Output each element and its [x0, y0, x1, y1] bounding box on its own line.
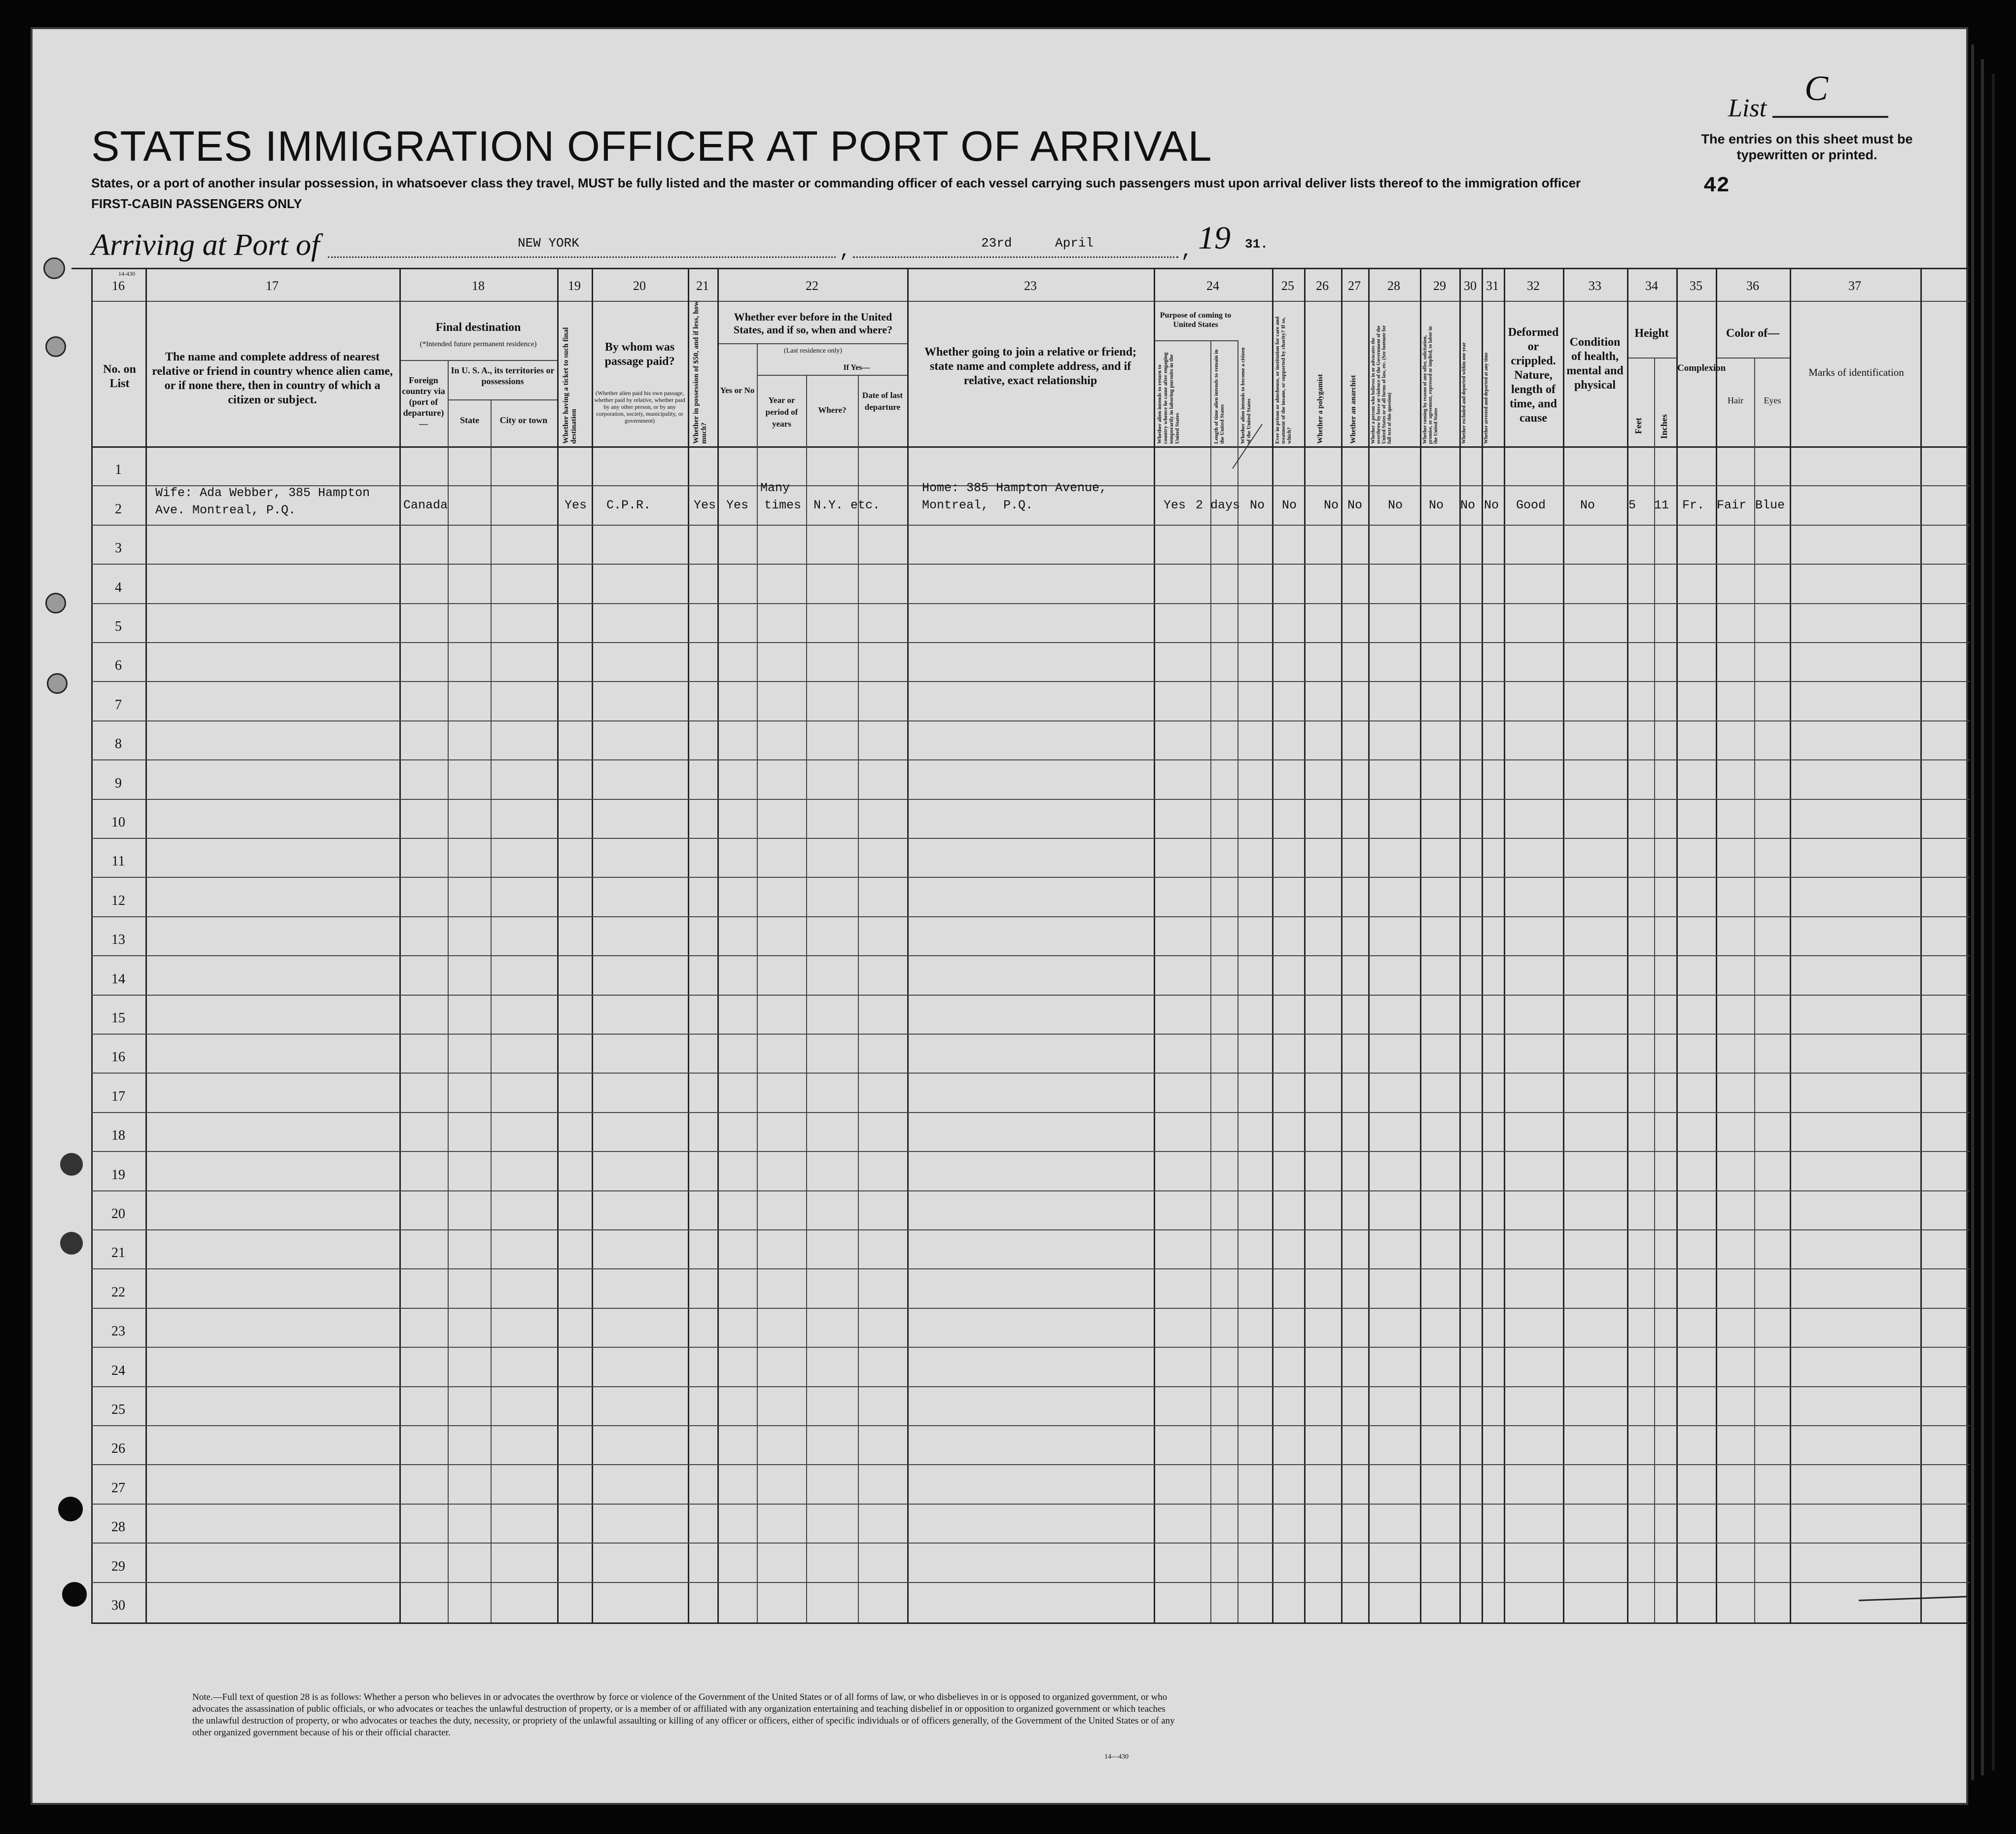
header-ticket: Whether having a ticket to such final destination [562, 327, 578, 444]
column-number: 32 [1527, 279, 1540, 293]
row-rule [91, 1034, 1970, 1035]
row-number: 13 [111, 932, 125, 948]
table-bottom-border [91, 1622, 1970, 1624]
header-feet: Feet [1633, 418, 1643, 434]
entry-relative-line2: Ave. Montreal, P.Q. [155, 503, 296, 517]
row-number: 6 [115, 658, 122, 674]
row-number: 18 [111, 1128, 125, 1144]
entry-deformed: No [1580, 498, 1595, 512]
row-rule [91, 916, 1970, 917]
form-number: 14—430 [1104, 1753, 1129, 1761]
header-state: State [460, 415, 479, 425]
entry-join-line1: Home: 385 Hampton Avenue, [922, 481, 1107, 495]
row-rule [91, 1582, 1970, 1583]
row-number: 10 [111, 815, 125, 830]
row-number: 25 [111, 1402, 125, 1417]
col-rule [717, 268, 719, 1622]
column-number: 30 [1464, 279, 1477, 293]
table-top-border [71, 268, 1970, 269]
row-number: 12 [111, 893, 125, 908]
col-rule [1754, 358, 1755, 1622]
header-bottom-border [91, 446, 1970, 448]
header-passage-note: (Whether alien paid his own passage, whether paid by relative, whether paid by any other person, or by any corporation, society, municipality, or government) [594, 390, 685, 424]
header-where: Where? [818, 405, 847, 415]
row-rule [91, 955, 1970, 956]
header-polygamist: Whether a polygamist [1316, 374, 1324, 444]
row-number: 24 [111, 1363, 125, 1378]
sheet-edge [1981, 59, 1984, 1775]
column-number: 18 [472, 279, 485, 293]
header-join-relative: Whether going to join a relative or friend; state name and complete address, and if relative, exact relationship [924, 346, 1136, 387]
header-in-usa: In U. S. A., its territories or possessions [451, 365, 555, 386]
binding-hole [62, 1582, 87, 1607]
row-number: 3 [115, 540, 122, 556]
list-underline [1772, 116, 1888, 118]
row-number: 26 [111, 1441, 125, 1457]
pen-stroke [1228, 419, 1267, 473]
row-rule [91, 1464, 1970, 1465]
entry-period-line1: Many [760, 481, 790, 495]
header-labor-offer: Whether coming by reason of any offer, solicitation, promise, or agreement, expressed or implied, to labor in the United States [1422, 326, 1439, 444]
entry-foreign-country: Canada [403, 498, 448, 512]
header-if-yes: If Yes— [843, 363, 870, 372]
c24-sub-divider [1154, 340, 1238, 341]
row-number: 15 [111, 1010, 125, 1026]
col-rule [1676, 268, 1678, 1622]
col-rule [1482, 268, 1483, 1622]
binding-hole [58, 1497, 83, 1521]
row-rule [91, 799, 1970, 800]
entry-period-line2: times [764, 498, 802, 512]
entry-return: Yes [1164, 498, 1186, 512]
header-excluded: Whether excluded and deported within one year [1461, 342, 1467, 444]
header-citizen-intent: Whether alien intends to become a citizen of the United States [1240, 347, 1252, 444]
arriving-label: Arriving at Port of [91, 228, 320, 262]
col-rule [806, 375, 807, 1622]
column-number: 21 [696, 279, 709, 293]
row-rule [91, 1347, 1970, 1348]
row-rule [91, 603, 1970, 604]
row-rule [91, 1112, 1970, 1113]
row-rule [91, 1543, 1970, 1544]
c22-sub-divider [757, 375, 907, 376]
binding-hole [43, 257, 65, 279]
column-number-divider [91, 301, 1970, 302]
column-number: 17 [266, 279, 279, 293]
footnote-question-28: Note.—Full text of question 28 is as follows: Whether a person who believes in or advocates the overthrow by force or violence of the Government of the United States or of all forms of law, or who disbelieves in or is opposed to organized government, or who advocates the assassination of public officials, or who advocates or teaches the unlawful destruction of property, or is a member of or affiliated with any organization entertaining and teaching disbelief in or opposition to organized government or which teaches the unlawful destruction of property, or who advocates or teaches the duty, necessity, or propriety of the unlawful assaulting or killing of any officer or officers, either of specific individuals or of officers generally, of the Government of the United States or of any other organized government because of his or their official character. [192, 1692, 1175, 1738]
header-ever-before: Whether ever before in the United States, and if so, when and where? [733, 311, 893, 336]
form-instructions: States, or a port of another insular possession, in whatsoever class they travel, MUST be fully listed and the master or commanding officer of each vessel carrying such passengers must upon arrival deliver lists thereof to the immigration officer [91, 176, 1581, 190]
header-deformed: Deformed or crippled. Nature, length of time, and cause [1508, 326, 1559, 425]
header-fifty-dollars: Whether in possession of $50, and if less, how much? [692, 301, 708, 444]
binding-hole [60, 1232, 83, 1255]
header-passage-paid: By whom was passage paid? [604, 341, 675, 368]
row-rule [91, 1151, 1970, 1152]
header-height: Height [1634, 327, 1669, 340]
row-rule [91, 1190, 1970, 1191]
row-rule [91, 1268, 1970, 1269]
col-rule [557, 268, 559, 1622]
c18-sub-divider [399, 360, 557, 361]
row-number: 5 [115, 619, 122, 634]
header-overthrow: Whether a person who believes in or advocates the overthrow by force or violence of the Government of the United States or of all forms of law, etc. (See footnote for full text of this question) [1371, 325, 1392, 444]
column-number: 33 [1589, 279, 1601, 293]
col-rule [1272, 268, 1273, 1622]
entry-relative-line1: Wife: Ada Webber, 385 Hampton [155, 486, 370, 500]
header-arrested: Whether arrested and deported at any time [1484, 352, 1489, 444]
row-number: 7 [115, 697, 122, 713]
row-number: 23 [111, 1324, 125, 1339]
comma-mark: , [1181, 241, 1193, 263]
col-rule [1504, 268, 1505, 1622]
row-number: 27 [111, 1480, 125, 1496]
header-eyes: Eyes [1764, 396, 1781, 405]
col-rule [1341, 268, 1343, 1622]
column-number: 22 [806, 279, 818, 293]
arrival-century: 19 [1198, 220, 1231, 256]
column-number: 34 [1645, 279, 1658, 293]
row-number: 19 [111, 1167, 125, 1183]
col-rule [1654, 358, 1655, 1622]
col-rule [91, 268, 93, 1622]
header-complexion: Complexion [1677, 363, 1726, 373]
c18-sub-divider [448, 399, 557, 400]
col-rule [757, 343, 758, 1622]
header-foreign-country: Foreign country via (port of departure)— [402, 375, 445, 429]
column-number: 28 [1387, 279, 1400, 293]
sheet-edge [1992, 74, 1995, 1770]
col-rule [1563, 268, 1564, 1622]
entry-length: 2 days [1196, 498, 1240, 512]
header-hair: Hair [1728, 396, 1743, 405]
entry-where: N.Y. etc. [813, 498, 881, 512]
sheet-edge [1971, 44, 1974, 1780]
row-number: 4 [115, 579, 122, 595]
row-number: 1 [115, 462, 122, 478]
col-rule [1368, 268, 1370, 1622]
row-rule [91, 995, 1970, 996]
entry-q28: No [1388, 498, 1403, 512]
row-number: 30 [111, 1598, 125, 1613]
entry-ticket: Yes [565, 498, 587, 512]
arrival-month: April [1055, 236, 1094, 251]
row-rule [91, 1229, 1970, 1230]
col-rule [907, 268, 909, 1622]
col-rule [1920, 268, 1922, 1622]
header-nearest-relative: The name and complete address of nearest relative or friend in country whence alien came, or if none there, then in country of which a citizen or subject. [152, 351, 393, 406]
row-rule [91, 681, 1970, 682]
column-number: 24 [1206, 279, 1219, 293]
column-number: 31 [1486, 279, 1499, 293]
entry-complexion: Fr. [1682, 498, 1705, 512]
header-no-on-list: No. on List [103, 363, 136, 390]
header-city: City or town [499, 415, 548, 425]
row-number: 20 [111, 1206, 125, 1222]
row-number: 17 [111, 1088, 125, 1104]
row-rule [91, 720, 1970, 721]
column-number: 19 [568, 279, 581, 293]
header-destination-note: (*Intended future permanent residence) [420, 340, 537, 348]
date-underline [853, 256, 1178, 258]
column-number: 25 [1281, 279, 1294, 293]
c34-sub-divider [1627, 358, 1676, 359]
row-number: 28 [111, 1519, 125, 1535]
col-rule [1210, 340, 1211, 1622]
col-rule [1420, 268, 1421, 1622]
form-title: STATES IMMIGRATION OFFICER AT PORT OF ARRIVAL [91, 123, 1212, 170]
arrival-port: NEW YORK [518, 236, 579, 251]
entry-anarchist: No [1347, 498, 1363, 512]
header-purpose: Purpose of coming to United States [1160, 311, 1232, 329]
comma-mark: , [839, 241, 851, 263]
list-label: List [1728, 94, 1767, 122]
entry-fifty-dollars: Yes [694, 498, 716, 512]
col-rule [448, 360, 449, 1622]
col-rule [1716, 268, 1717, 1622]
col-rule [1154, 268, 1155, 1622]
column-number: 20 [633, 279, 646, 293]
column-number: 36 [1746, 279, 1759, 293]
row-rule [91, 564, 1970, 565]
c22-sub-divider [717, 343, 907, 344]
column-number: 27 [1348, 279, 1361, 293]
header-date-departure: Date of last departure [862, 391, 903, 412]
binding-hole [60, 1153, 83, 1176]
col-rule [1627, 268, 1628, 1622]
row-rule [91, 1504, 1970, 1505]
header-final-destination: Final destination [435, 321, 521, 334]
entry-prison: No [1282, 498, 1297, 512]
col-rule [491, 399, 492, 1622]
column-number: 23 [1024, 279, 1037, 293]
header-last-residence: (Last residence only) [783, 347, 843, 355]
column-number: 26 [1316, 279, 1329, 293]
header-yes-or-no: Yes or No [720, 386, 755, 395]
row-rule [91, 1386, 1970, 1387]
col-rule [688, 268, 689, 1622]
col-rule [145, 268, 147, 1622]
header-return-intent: Whether alien intends to return to country whence he came after engaging temporarily in laboring pursuits in the United States [1157, 352, 1180, 444]
column-number: 37 [1848, 279, 1861, 293]
binding-hole [45, 336, 66, 357]
binding-hole [45, 593, 66, 613]
entry-feet: 5 [1628, 498, 1636, 512]
entry-join-line2: Montreal, P.Q. [922, 498, 1033, 512]
arrival-year: 31. [1245, 237, 1268, 252]
row-number: 22 [111, 1284, 125, 1300]
col-rule [399, 268, 401, 1622]
entry-before-us: Yes [726, 498, 749, 512]
entry-passage-paid: C.P.R. [606, 498, 651, 512]
col-rule [1304, 268, 1306, 1622]
list-value: C [1804, 69, 1829, 108]
cabin-class: FIRST-CABIN PASSENGERS ONLY [91, 196, 302, 211]
row-number: 16 [111, 1049, 125, 1065]
entry-inches: 11 [1654, 498, 1669, 512]
row-rule [91, 877, 1970, 878]
entry-eyes: Blue [1755, 498, 1785, 512]
entry-arrested: No [1484, 498, 1499, 512]
header-length-stay: Length of time alien intends to remain in the United States [1213, 349, 1225, 444]
header-health: Condition of health, mental and physical [1566, 336, 1624, 392]
entry-polygamist: No [1324, 498, 1339, 512]
entry-health: Good [1516, 498, 1546, 512]
header-color-of: Color of— [1726, 327, 1780, 340]
header-anarchist: Whether an anarchist [1349, 375, 1357, 444]
row-rule [91, 642, 1970, 643]
row-number: 2 [115, 501, 122, 517]
header-prison: Ever in prison or almshouse, or institution for care and treatment of the insane, or supported by charity? If so, which? [1274, 316, 1292, 444]
header-marks-identification: Marks of identification [1808, 366, 1904, 378]
column-number: 35 [1690, 279, 1702, 293]
column-number: 29 [1433, 279, 1446, 293]
row-number: 11 [111, 854, 125, 869]
col-rule [858, 375, 859, 1622]
c36-sub-divider [1716, 358, 1790, 359]
row-number: 29 [111, 1558, 125, 1574]
row-number: 14 [111, 971, 125, 987]
row-rule [91, 1425, 1970, 1426]
row-rule [91, 1308, 1970, 1309]
row-rule [91, 525, 1970, 526]
entry-citizen: No [1250, 498, 1265, 512]
entries-note: The entries on this sheet must be typewritten or printed. [1701, 132, 1913, 162]
row-rule [91, 759, 1970, 760]
row-number: 21 [111, 1245, 125, 1261]
form-corner-number: 14-430 [118, 270, 135, 277]
row-number: 8 [115, 736, 122, 752]
header-inches: Inches [1659, 414, 1669, 439]
row-rule [91, 1073, 1970, 1074]
row-number: 9 [115, 775, 122, 791]
column-number: 16 [112, 279, 125, 293]
sheet-number: 42 [1703, 174, 1730, 198]
col-rule [592, 268, 593, 1622]
port-underline [328, 256, 836, 258]
col-rule [1459, 268, 1461, 1622]
arrival-day: 23rd [981, 236, 1012, 251]
entry-hair: Fair [1717, 498, 1747, 512]
binding-hole [47, 673, 68, 694]
header-year-period: Year or period of years [765, 396, 798, 429]
row-rule [91, 838, 1970, 839]
entry-excluded: No [1460, 498, 1476, 512]
col-rule [1790, 268, 1791, 1622]
entry-q29: No [1429, 498, 1444, 512]
